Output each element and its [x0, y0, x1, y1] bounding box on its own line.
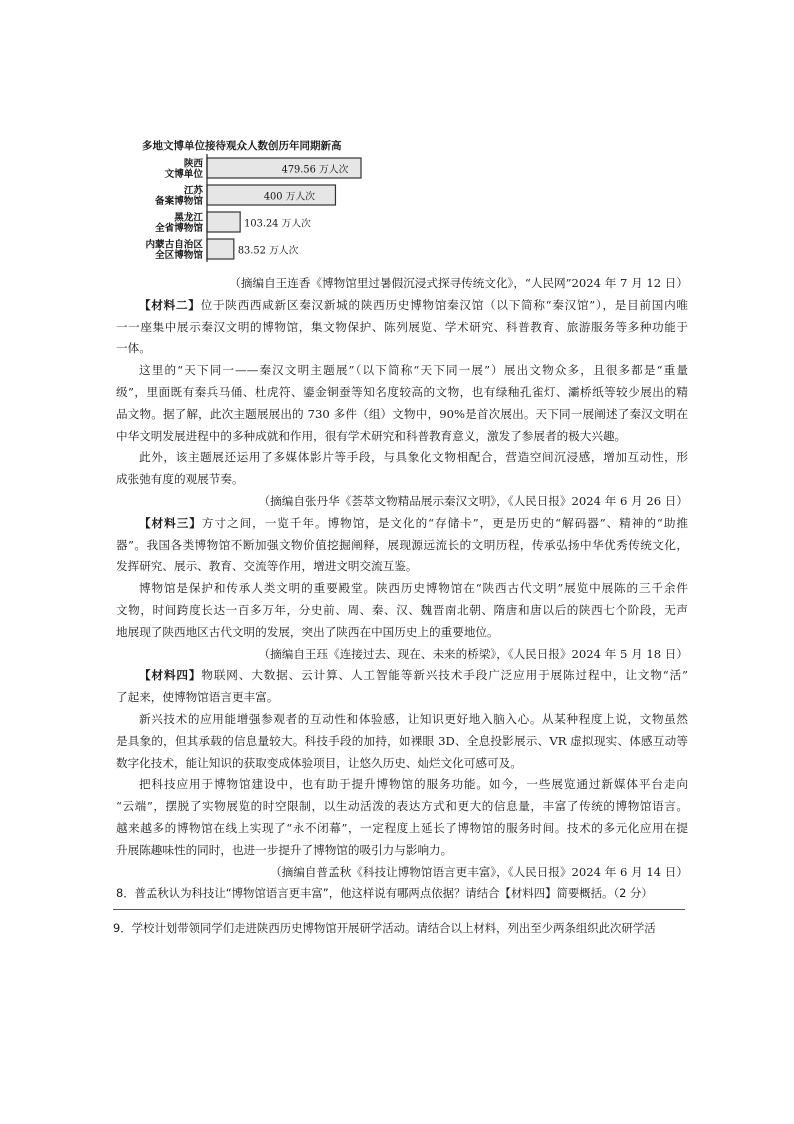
question-9: 9．学校计划带领同学们走进陕西历史博物馆开展研学活动。请结合以上材料，列出至少两条组织此次研学活 [113, 921, 656, 935]
chart-title: 多地文博单位接待观众人数创历年同期新高 [142, 140, 342, 152]
material-2-line: 成张弛有度的观展节奏。 [116, 472, 244, 487]
category-label: 全省博物馆 [155, 223, 203, 234]
material-3-line: 器”。我国各类博物馆不断加强文物价值挖掘阐释，展现源远流长的文明历程，传承弘扬中华优秀传统文化， [116, 537, 688, 552]
material-2-line: 中华文明发展进程中的多种成就和作用，很有学术研究和科普教育意义，激发了参展者的极大兴趣。 [116, 428, 627, 443]
material-2-text: 位于陕西西咸新区秦汉新城的陕西历史博物馆秦汉馆（以下简称“秦汉馆”），是目前国内唯 [200, 297, 688, 312]
material-3-line: 发挥研究、展示、教育、交流等作用，增进文明交流互鉴。 [116, 559, 418, 574]
material-4-tag: 【材料四】 [139, 668, 202, 683]
data-label: 83.52 万人次 [237, 245, 299, 257]
source-note-2: （摘编自张丹华《荟萃文物精品展示秦汉文明》，《人民日报》2024 年 6 月 26 日） [258, 493, 688, 508]
category-label: 内蒙古自治区 [145, 239, 203, 251]
category-label: 文博单位 [164, 169, 203, 180]
material-2-line: 级”，里面既有秦兵马俑、杜虎符、鎏金铜蚕等知名度较高的文物，也有绿釉孔雀灯、灞桥纸等较少展出的精 [116, 384, 688, 399]
material-2-line: 品文物。据了解，此次主题展展出的 730 多件（组）文物中，90%是首次展出。天下同一展阐述了秦汉文明在 [116, 406, 688, 421]
material-2-line: 此外，该主题展还运用了多媒体影片等手段，与具象化文物相配合，营造空间沉浸感，增加互动性，形 [139, 450, 688, 465]
material-2-line [116, 295, 688, 317]
bar-chart [112, 138, 412, 270]
material-4-line: 把科技应用于博物馆建设中，也有助于提升博物馆的服务功能。如今，一些展览通过新媒体平台走向 [139, 777, 688, 792]
data-label: 400 万人次 [263, 191, 316, 203]
category-label: 备案博物馆 [155, 196, 203, 207]
source-note-1: （摘编自王连香《博物馆里过暑假沉浸式探寻传统文化》，“人民网”2024 年 7 月 12 日） [229, 276, 688, 290]
chart-bar [207, 212, 240, 232]
material-2-line: 一体。 [116, 341, 151, 356]
source-note-3: （摘编自王珏《连接过去、现在、未来的桥梁》，《人民日报》2024 年 5 月 18 日） [258, 646, 688, 661]
category-label: 江苏 [183, 185, 203, 197]
material-4-line: 越来越多的博物馆在线上实现了“永不闭幕”，一定程度上延长了博物馆的服务时间。技术的多元化应用在提 [116, 820, 688, 835]
material-2-tag: 【材料二】 [139, 297, 201, 312]
answer-divider [113, 909, 685, 910]
material-4-line: 升展陈趣味性的同时，也进一步提升了博物馆的吸引力与影响力。 [116, 842, 453, 857]
material-4-line: 是具象的，但其承载的信息量较大。科技手段的加持，如裸眼 3D、全息投影展示、VR 虚拟现实、体感互动等 [116, 733, 688, 748]
data-label: 479.56 万人次 [281, 164, 349, 176]
material-4-line [116, 665, 688, 687]
chart-bar [207, 239, 234, 259]
material-2-line: 这里的“天下同一——秦汉文明主题展”（以下简称“天下同一展”）展出文物众多，且很多都是“重量 [139, 363, 688, 378]
data-label: 103.24 万人次 [244, 218, 311, 230]
material-4-line: “云端”，摆脱了实物展览的时空限制，以生动活泼的表达方式和更大的信息量，丰富了传统的博物馆语言。 [116, 799, 688, 814]
reading-materials [116, 273, 688, 905]
source-note-4: （摘编自普孟秋《科技让博物馆语言更丰富》，《人民日报》2024 年 6 月 14 日） [270, 864, 688, 879]
category-label: 陕西 [183, 158, 203, 170]
material-3-line: 博物馆是保护和传承人类文明的重要殿堂。陕西历史博物馆在“陕西古代文明”展览中展陈的三千余件 [139, 581, 688, 596]
material-4-text: 物联网、大数据、云计算、人工智能等新兴技术手段广泛应用于展陈过程中，让文物“活” [201, 668, 688, 683]
material-3-tag: 【材料三】 [139, 515, 202, 530]
material-3-line: 文物，时间跨度长达一百多万年，分史前、周、秦、汉、魏晋南北朝、隋唐和唐以后的陕西七个阶段，无声 [116, 602, 688, 617]
material-2-line: 一一座集中展示秦汉文明的博物馆，集文物保护、陈列展览、学术研究、科普教育、旅游服务等多种功能于 [116, 319, 688, 334]
material-3-line [116, 513, 688, 535]
material-4-line: 新兴技术的应用能增强参观者的互动性和体验感，让知识更好地入脑入心。从某种程度上说，文物虽然 [139, 711, 688, 726]
category-label: 全区博物馆 [155, 250, 203, 261]
category-label: 黑龙江 [174, 212, 203, 224]
material-4-line: 了起来，使博物馆语言更丰富。 [116, 690, 279, 705]
question-8: 8．普孟秋认为科技让“博物馆语言更丰富”，他这样说有哪两点依据？请结合【材料四】简要概括。（2 分） [116, 886, 653, 901]
material-4-line: 数字化技术，能让知识的获取变成体验项目，让悠久历史、灿烂文化可感可及。 [116, 755, 522, 770]
material-3-text: 方寸之间，一览千年。博物馆，是文化的“存储卡”，更是历史的“解码器”、精神的“助推 [201, 515, 688, 530]
material-3-line: 地展现了陕西地区古代文明的发展，突出了陕西在中国历史上的重要地位。 [116, 624, 499, 639]
chart-plot [112, 154, 412, 272]
